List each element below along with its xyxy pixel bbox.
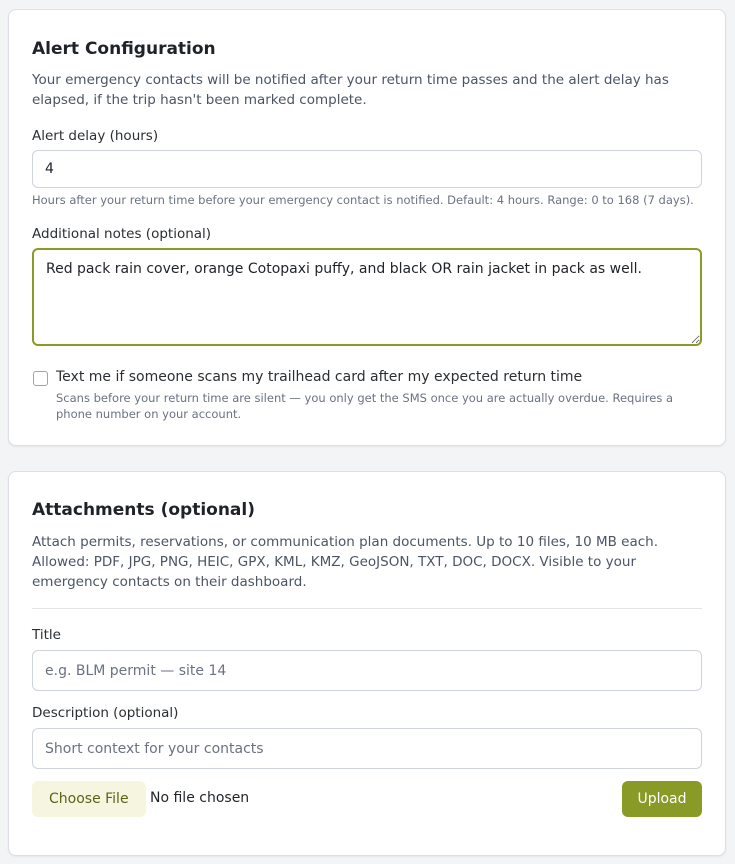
alert-delay-input[interactable] bbox=[32, 150, 702, 188]
alert-configuration-description: Your emergency contacts will be notified after your return time passes and the alert delay has elapsed, if the trip hasn't been marked complete. bbox=[32, 72, 669, 108]
additional-notes-textarea[interactable] bbox=[32, 248, 702, 346]
alert-configuration-card bbox=[8, 9, 726, 446]
attachment-title-label: Title bbox=[32, 627, 61, 643]
sms-overdue-label[interactable]: Text me if someone scans my trailhead card after my expected return time bbox=[56, 369, 583, 385]
no-file-chosen-text: No file chosen bbox=[150, 790, 250, 806]
attachment-title-input[interactable] bbox=[32, 650, 702, 691]
additional-notes-label: Additional notes (optional) bbox=[32, 226, 212, 242]
upload-button[interactable]: Upload bbox=[622, 781, 702, 817]
attachments-divider bbox=[32, 608, 702, 609]
attachments-description: Attach permits, reservations, or communication plan documents. Up to 10 files, 10 MB each. Allowed: PDF, JPG, PNG, HEIC, GPX, KML, KMZ, GeoJSON, TXT, DOC, DOCX. Visible to your emergency contacts on their dashboard. bbox=[32, 534, 659, 590]
alert-configuration-title: Alert Configuration bbox=[32, 39, 216, 59]
choose-file-button[interactable]: Choose File bbox=[32, 781, 146, 817]
alert-delay-help: Hours after your return time before your emergency contact is notified. Default: 4 hours. Range: 0 to 168 (7 days). bbox=[32, 193, 694, 207]
alert-delay-label: Alert delay (hours) bbox=[32, 128, 159, 144]
attachments-title: Attachments (optional) bbox=[32, 500, 255, 520]
sms-overdue-help: Scans before your return time are silent — you only get the SMS once you are actually overdue. Requires a phone number on your account. bbox=[56, 391, 674, 421]
attachments-card bbox=[8, 471, 726, 856]
attachment-description-input[interactable] bbox=[32, 728, 702, 769]
attachment-description-label: Description (optional) bbox=[32, 705, 179, 721]
sms-overdue-checkbox[interactable] bbox=[33, 371, 48, 386]
